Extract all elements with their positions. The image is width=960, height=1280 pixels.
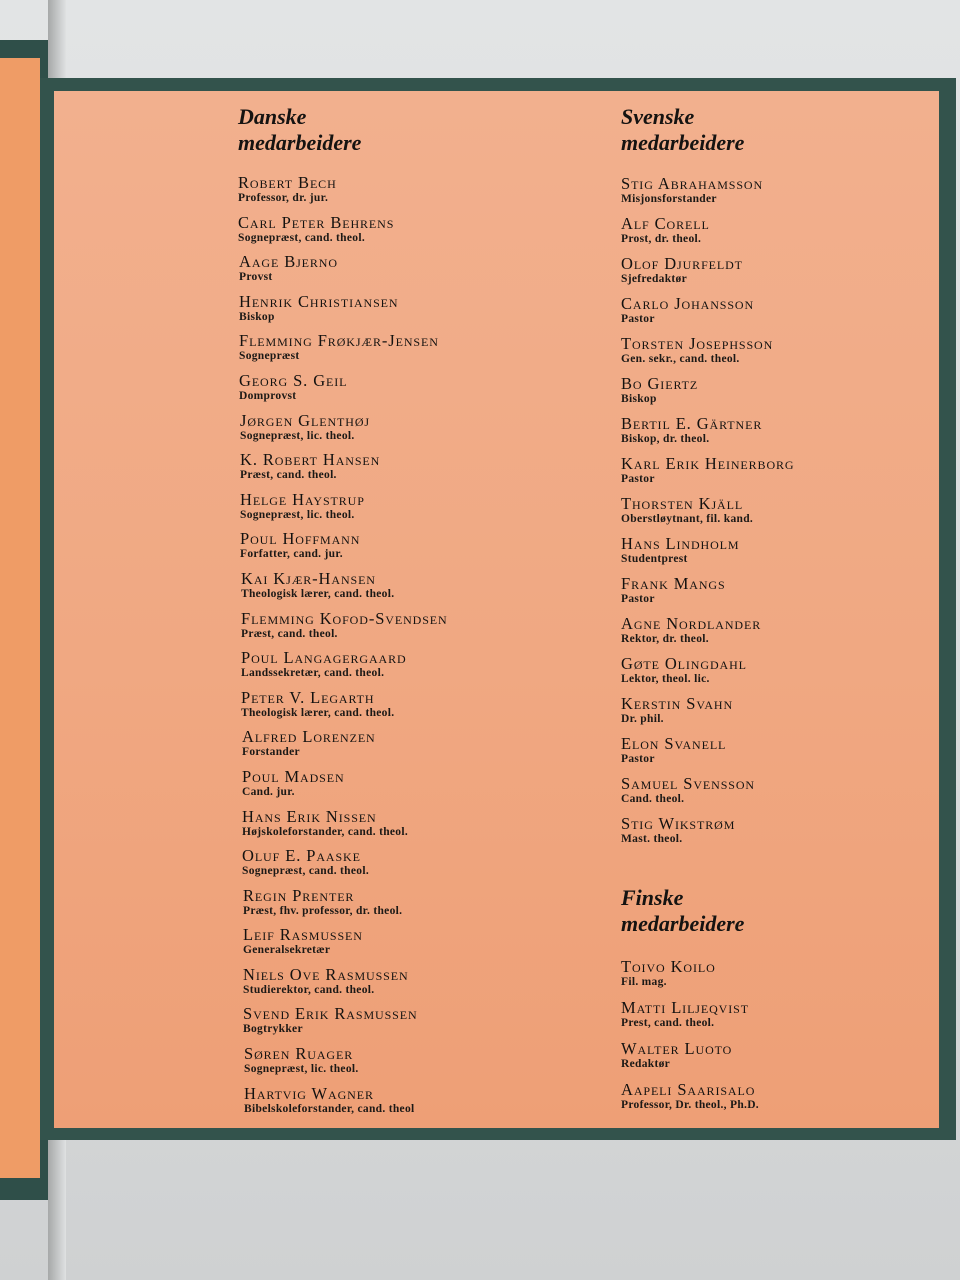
finnish-column [621, 885, 759, 1121]
contributor-name: Gøte Olingdahl [621, 654, 747, 673]
contributor-title: Cand. jur. [242, 785, 295, 798]
contributor-name: Elon Svanell [621, 734, 727, 753]
contributor-title: Bibelskoleforstander, cand. theol [244, 1102, 415, 1115]
swedish-contributor-list [621, 174, 795, 854]
contributor-entry [621, 414, 795, 454]
contributor-title: Pastor [621, 753, 655, 765]
contributor-title: Sognepræst, lic. theol. [240, 429, 355, 442]
danish-heading-line2: medarbeidere [238, 130, 362, 155]
contributor-name: Poul Madsen [242, 766, 345, 786]
contributor-title: Sognepræst, cand. theol. [242, 865, 370, 878]
contributor-name: Flemming Kofod-Svendsen [241, 608, 448, 628]
contributor-title: Sognepræst, cand. theol. [238, 231, 366, 244]
contributor-title: Lektor, theol. lic. [621, 673, 710, 685]
swedish-heading-line1: Svenske [621, 104, 695, 129]
contributor-title: Forstander [242, 746, 300, 759]
contributor-name: Torsten Josephsson [621, 334, 774, 353]
contributor-entry [242, 727, 448, 767]
contributor-entry [241, 648, 448, 688]
contributor-title: Dr. phil. [621, 713, 664, 725]
danish-column [238, 104, 448, 1123]
contributor-name: Poul Langagergaard [241, 648, 407, 668]
contributor-name: Carl Peter Behrens [238, 212, 395, 232]
contributor-name: Flemming Frøkjær-Jensen [239, 331, 439, 351]
contributor-title: Professor, Dr. theol., Ph.D. [621, 1099, 759, 1111]
contributor-title: Gen. sekr., cand. theol. [621, 353, 740, 365]
contributor-name: Olof Djurfeldt [621, 254, 743, 273]
contributor-name: Svend Erik Rasmussen [243, 1004, 418, 1024]
contributor-entry [621, 1080, 759, 1121]
contributor-name: Hans Lindholm [621, 534, 740, 553]
contributor-name: Hans Erik Nissen [242, 806, 377, 826]
contributor-entry [621, 494, 795, 534]
contributor-title: Professor, dr. jur. [238, 192, 329, 204]
contributor-name: Helge Haystrup [240, 489, 365, 509]
swedish-column [621, 104, 795, 854]
contributor-name: Stig Abrahamsson [621, 174, 764, 193]
finnish-contributor-list [621, 957, 759, 1121]
contributor-name: Toivo Koilo [621, 957, 716, 976]
finnish-heading-line2: medarbeidere [621, 911, 745, 936]
contributor-name: Peter V. Legarth [241, 687, 375, 707]
contributor-entry [239, 292, 448, 332]
contributor-title: Rektor, dr. theol. [621, 633, 709, 645]
contributor-title: Provst [239, 271, 273, 284]
contributor-title: Prost, dr. theol. [621, 233, 702, 245]
contributor-entry [242, 846, 448, 886]
contributor-entry [240, 490, 448, 530]
contributor-title: Theologisk lærer, cand. theol. [241, 587, 395, 600]
contributor-entry [243, 965, 448, 1005]
contributor-title: Sognepræst [239, 350, 300, 363]
finnish-heading [621, 885, 759, 937]
contributor-entry [621, 957, 759, 998]
contributor-title: Fil. mag. [621, 976, 667, 988]
danish-contributor-list [238, 173, 448, 1123]
contributor-title: Præst, cand. theol. [241, 627, 338, 640]
contributor-title: Landssekretær, cand. theol. [241, 667, 385, 680]
contributor-title: Biskop, dr. theol. [621, 433, 710, 445]
contributor-title: Redaktør [621, 1058, 671, 1070]
contributor-title: Pastor [621, 473, 655, 485]
contributor-name: Alf Corell [621, 214, 710, 233]
contributor-entry [240, 450, 448, 490]
contributor-name: Hartvig Wagner [244, 1083, 374, 1103]
contributor-entry [241, 569, 448, 609]
contributor-title: Sjefredaktør [621, 273, 687, 285]
contributor-title: Biskop [239, 310, 275, 323]
contributor-title: Præst, cand. theol. [240, 469, 337, 482]
contributor-name: Aapeli Saarisalo [621, 1080, 756, 1099]
contributor-entry [240, 529, 448, 569]
contributor-title: Højskoleforstander, cand. theol. [242, 825, 409, 838]
contributors-frame [40, 78, 956, 1140]
contributor-name: Søren Ruager [244, 1044, 354, 1064]
contributor-title: Misjonsforstander [621, 193, 717, 205]
contributor-entry [621, 454, 795, 494]
contributor-name: Poul Hoffmann [240, 529, 361, 549]
contributor-entry [621, 334, 795, 374]
contributor-name: Henrik Christiansen [239, 291, 399, 311]
contributor-title: Bogtrykker [243, 1023, 303, 1036]
contributor-name: Walter Luoto [621, 1039, 733, 1058]
contributor-name: Thorsten Kjäll [621, 494, 744, 513]
contributor-title: Studierektor, cand. theol. [243, 983, 375, 996]
contributor-title: Generalsekretær [243, 944, 331, 957]
contributor-entry [621, 654, 795, 694]
contributor-name: Bo Giertz [621, 374, 699, 393]
contributor-title: Sognepræst, lic. theol. [240, 508, 355, 521]
contributor-name: Stig Wikstrøm [621, 814, 736, 833]
contributor-entry [621, 374, 795, 414]
contributor-title: Forfatter, cand. jur. [240, 548, 343, 561]
contributor-entry [239, 252, 448, 292]
finnish-heading-line1: Finske [621, 885, 684, 910]
contributor-title: Studentprest [621, 553, 688, 565]
contributor-entry [621, 574, 795, 614]
contributor-entry [241, 609, 448, 649]
swedish-heading [621, 104, 795, 156]
contributor-name: Robert Bech [238, 173, 337, 192]
contributor-name: Jørgen Glenthøj [240, 410, 370, 430]
contributor-entry [238, 173, 448, 213]
contributor-name: Georg S. Geil [239, 370, 348, 390]
contributor-entry [621, 214, 795, 254]
contributor-name: Niels Ove Rasmussen [243, 964, 409, 984]
contributor-title: Theologisk lærer, cand. theol. [241, 706, 395, 719]
contributor-entry [239, 371, 448, 411]
contributor-name: Oluf E. Paaske [242, 846, 361, 866]
contributor-entry [621, 1039, 759, 1080]
danish-heading [238, 104, 448, 156]
contributor-entry [621, 174, 795, 214]
facing-page-panel [0, 58, 40, 1178]
contributor-title: Cand. theol. [621, 793, 685, 805]
contributor-name: Regin Prenter [243, 885, 355, 905]
contributor-title: Sognepræst, lic. theol. [244, 1063, 359, 1076]
contributor-name: Matti Liljeqvist [621, 998, 749, 1017]
contributor-entry [621, 814, 795, 854]
contributor-name: Kerstin Svahn [621, 694, 734, 713]
contributor-name: Karl Erik Heinerborg [621, 454, 795, 473]
contributor-title: Præst, fhv. professor, dr. theol. [243, 904, 403, 917]
contributor-entry [239, 331, 448, 371]
contributor-name: Agne Nordlander [621, 614, 762, 633]
contributor-name: Samuel Svensson [621, 774, 755, 793]
contributor-title: Prest, cand. theol. [621, 1017, 715, 1029]
contributor-name: K. Robert Hansen [240, 450, 381, 470]
contributor-name: Frank Mangs [621, 574, 726, 593]
contributor-entry [238, 213, 448, 253]
contributor-entry [621, 534, 795, 574]
contributor-entry [621, 254, 795, 294]
contributor-entry [621, 734, 795, 774]
contributor-name: Alfred Lorenzen [242, 727, 376, 747]
contributor-entry [244, 1084, 448, 1124]
contributor-title: Oberstløytnant, fil. kand. [621, 513, 754, 525]
swedish-heading-line2: medarbeidere [621, 130, 745, 155]
contributor-entry [243, 886, 448, 926]
contributor-entry [241, 688, 448, 728]
contributor-entry [621, 694, 795, 734]
contributor-entry [242, 767, 448, 807]
danish-heading-line1: Danske [238, 104, 307, 129]
contributor-entry [621, 294, 795, 334]
contributors-panel [54, 91, 939, 1128]
contributor-entry [621, 614, 795, 654]
contributor-name: Aage Bjerno [239, 252, 338, 272]
contributor-title: Pastor [621, 593, 655, 605]
contributor-entry [243, 1004, 448, 1044]
contributor-name: Kai Kjær-Hansen [241, 568, 376, 588]
contributor-entry [621, 998, 759, 1039]
contributor-entry [240, 411, 448, 451]
contributor-title: Mast. theol. [621, 833, 683, 845]
contributor-title: Pastor [621, 313, 655, 325]
contributor-name: Carlo Johansson [621, 294, 755, 313]
contributor-title: Biskop [621, 393, 657, 405]
contributor-entry [243, 925, 448, 965]
contributor-name: Bertil E. Gärtner [621, 414, 763, 433]
contributor-entry [621, 774, 795, 814]
contributor-name: Leif Rasmussen [243, 925, 363, 945]
contributor-entry [242, 807, 448, 847]
contributor-entry [244, 1044, 448, 1084]
contributor-title: Domprovst [239, 389, 297, 402]
